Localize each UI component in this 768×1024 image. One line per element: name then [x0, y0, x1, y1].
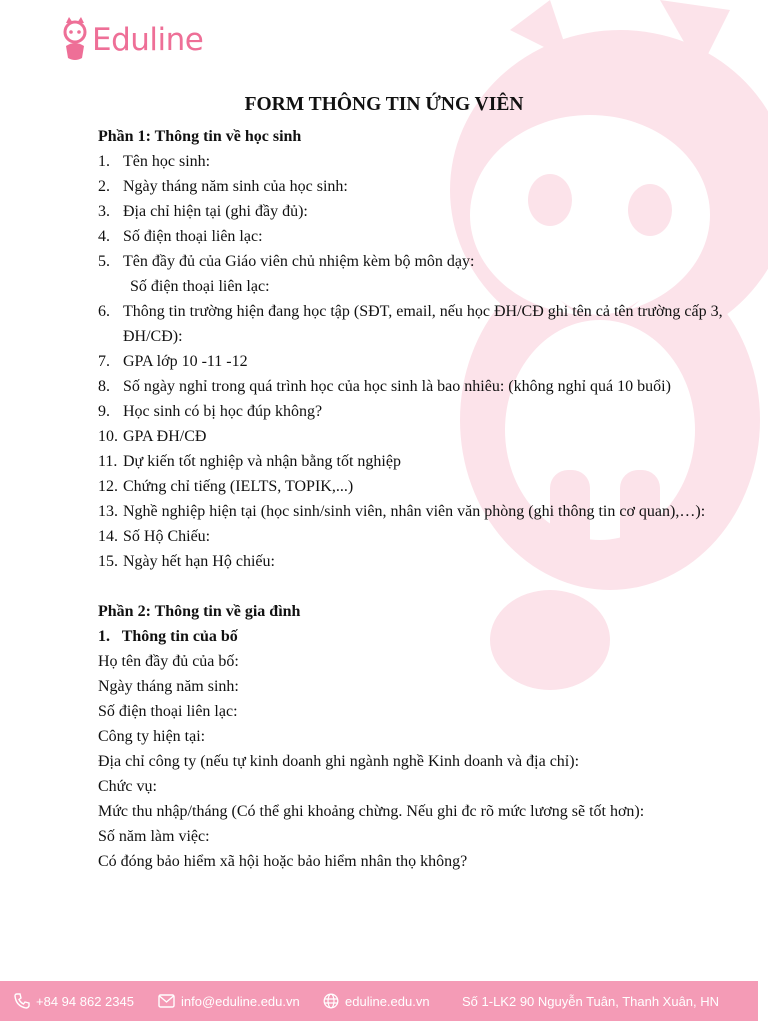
father-field: Họ tên đầy đủ của bố: [98, 653, 239, 670]
list-item: 7. GPA lớp 10 -11 -12 [98, 353, 248, 370]
list-item: 6. Thông tin trường hiện đang học tập (SĐT, email, nếu học ĐH/CĐ ghi tên cả tên trường cấp 3, ĐH/CĐ): [98, 303, 723, 345]
eduline-logo [60, 16, 203, 64]
section1-list [98, 149, 748, 574]
footer-address: Số 1-LK2 90 Nguyễn Tuân, Thanh Xuân, HN [462, 993, 720, 1009]
footer-email[interactable]: info@eduline.edu.vn [158, 981, 300, 1021]
list-item: 3. Địa chỉ hiện tại (ghi đầy đủ): [98, 203, 308, 220]
list-item: 8. Số ngày nghỉ trong quá trình học của học sinh là bao nhiêu: (không nghỉ quá 10 buổi) [98, 378, 671, 395]
brand-name: Eduline [92, 21, 204, 58]
list-item: 13. Nghề nghiệp hiện tại (học sinh/sinh viên, nhân viên văn phòng (ghi thông tin cơ quan),…): [98, 503, 706, 520]
list-item: 1. Tên học sinh: [98, 153, 211, 170]
father-field: Ngày tháng năm sinh: [98, 678, 239, 695]
list-item: 2. Ngày tháng năm sinh của học sinh: [98, 178, 348, 195]
list-item: 14. Số Hộ Chiếu: [98, 528, 211, 545]
list-item: 9. Học sinh có bị học đúp không? [98, 403, 323, 420]
father-field: Số điện thoại liên lạc: [98, 703, 238, 720]
list-item: 15. Ngày hết hạn Hộ chiếu: [98, 553, 275, 570]
mascot-logo-icon [60, 16, 90, 64]
father-field: Địa chỉ công ty (nếu tự kinh doanh ghi ngành nghề Kinh doanh và địa chỉ): [98, 753, 580, 770]
footer-phone[interactable]: +84 94 862 2345 [14, 981, 134, 1021]
father-field: Có đóng bảo hiểm xã hội hoặc bảo hiểm nhân thọ không? [98, 853, 468, 870]
footer-website[interactable]: eduline.edu.vn [323, 981, 430, 1021]
list-item: 11. Dự kiến tốt nghiệp và nhận bằng tốt nghiệp [98, 453, 401, 470]
father-field: Chức vụ: [98, 778, 157, 795]
father-field: Công ty hiện tại: [98, 728, 206, 745]
phone-icon [14, 993, 30, 1009]
list-item: 4. Số điện thoại liên lạc: [98, 228, 263, 245]
section1-heading: Phần 1: Thông tin về học sinh [98, 128, 302, 145]
section2-heading: Phần 2: Thông tin về gia đình [98, 603, 301, 620]
page-title: FORM THÔNG TIN ỨNG VIÊN [244, 94, 524, 115]
list-item: 12. Chứng chỉ tiếng (IELTS, TOPIK,...) [98, 478, 354, 495]
father-field: Mức thu nhập/tháng (Có thể ghi khoảng chừng. Nếu ghi đc rõ mức lương sẽ tốt hơn): [98, 803, 645, 820]
mail-icon [158, 994, 175, 1008]
footer-bar [0, 981, 758, 1021]
globe-icon [323, 993, 339, 1009]
section2-subheading: 1. Thông tin của bố [98, 628, 238, 645]
list-item: 10. GPA ĐH/CĐ [98, 428, 207, 445]
form-content [98, 92, 748, 874]
list-item-sub: Số điện thoại liên lạc: [130, 278, 270, 295]
list-item: 5. Tên đầy đủ của Giáo viên chủ nhiệm kèm bộ môn dạy: [98, 253, 475, 270]
father-field: Số năm làm việc: [98, 828, 210, 845]
